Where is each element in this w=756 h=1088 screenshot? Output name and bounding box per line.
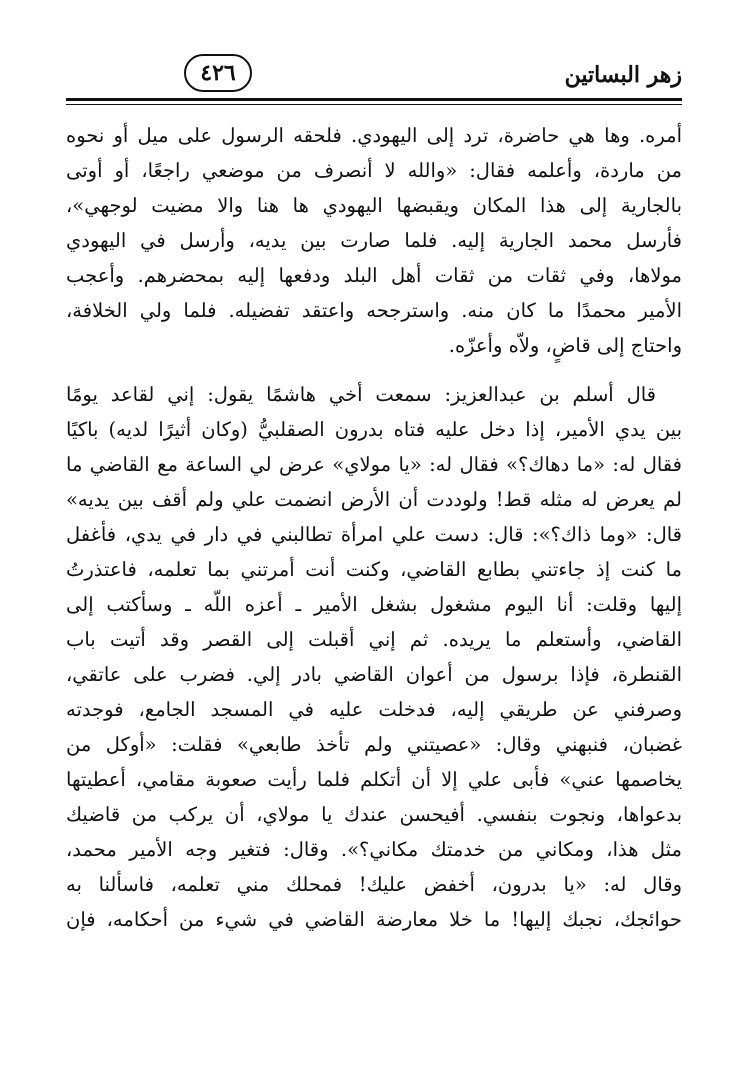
text-line: مثل هذا، ومكاني من خدمتك مكاني؟». وقال: فتغير وجه الأمير محمد،: [66, 838, 682, 861]
text-line: ما كنت إذ جاءتني بطابع القاضي، وكنت أنت أمرتني بما تعلمه، فاعتذرتُ: [66, 558, 682, 581]
page-number: ٤٢٦: [184, 54, 252, 92]
text-line: غضبان، فنبهني وقال: «عصيتني ولم تأخذ طابعي» فقلت: «أوكل من: [66, 733, 682, 756]
text-line: مولاها، وفي ثقات من ثقات أهل البلد ودفعها إليه بمحضرهم. وأعجب: [66, 264, 682, 287]
text-line: حوائجك، نجبك إليها! ما خلا معارضة القاضي في شيء من أحكامه، فإن: [66, 908, 682, 931]
text-line: قال: «وما ذاك؟»: قال: دست علي امرأة تطالبني في دار في يدي، فأغفل: [66, 523, 682, 546]
text-line: [66, 937, 682, 972]
text-line: إليها وقلت: أنا اليوم مشغول بشغل الأمير ـ أعزه اللّه ـ وسأكتب إلى: [66, 593, 682, 616]
text-line: الأمير محمدًا ما كان منه. واسترجحه واعتقد تفضيله. فلما ولي الخلافة،: [66, 299, 682, 322]
text-line: القاضي، وأستعلم ما يريده. ثم إني أقبلت إلى القصر وقد أتيت باب: [66, 628, 682, 651]
text-line: أمره. وها هي حاضرة، ترد إلى اليهودي. فلحقه الرسول على ميل أو نحوه: [66, 124, 682, 147]
text-line: واحتاج إلى قاضٍ، ولاّه وأعزّه.: [448, 334, 682, 357]
header-rule: [66, 98, 682, 101]
text-line: القنطرة، فإذا برسول من أعوان القاضي بادر إلي. فضرب على عاتقي،: [66, 663, 682, 686]
header-rule-thin: [66, 104, 682, 105]
paragraph-gap: [66, 363, 682, 377]
text-line: بالجارية إلى هذا المكان ويقبضها اليهودي ها هنا والا مضيت لوجهي»،: [66, 194, 682, 217]
text-line: لم يعرض له مثله قط! ولوددت أن الأرض انضمت علي ولم أقف بين يديه»: [66, 488, 682, 511]
page-header: [66, 52, 682, 100]
text-line: فقال له: «ما دهاك؟» فقال له: «يا مولاي» عرض لي الساعة مع القاضي ما: [66, 453, 682, 476]
text-line: من ماردة، وأعلمه فقال: «والله لا أنصرف من موضعي راجعًا، أو أوتى: [66, 159, 682, 182]
text-line: بين يدي الأمير، إذا دخل عليه فتاه بدرون الصقلبيُّ (وكان أثيرًا لديه) باكيًا: [66, 418, 682, 441]
body-text: [66, 118, 682, 1007]
text-line: [66, 972, 682, 1007]
text-line: قال أسلم بن عبدالعزيز: سمعت أخي هاشمًا يقول: إني لقاعد يومًا: [66, 383, 656, 406]
running-title: زهر البساتين: [564, 62, 682, 88]
text-line: فأرسل محمد الجارية إليه. فلما صارت بين يديه، وأرسل في اليهودي: [66, 229, 682, 252]
text-line: وقال له: «يا بدرون، أخفض عليك! فمحلك مني تعلمه، فاسألنا به: [66, 873, 682, 896]
text-line: بدعواها، ونجوت بنفسي. أفيحسن عندك يا مولاي، أن يركب من قاضيك: [66, 803, 682, 826]
text-line: يخاصمها عني» فأبى علي إلا أن أتكلم فلما رأيت صعوبة مقامي، أعطيتها: [66, 768, 682, 791]
text-line: وصرفني عن طريقي إليه، فدخلت عليه في المسجد الجامع، فوجدته: [66, 698, 682, 721]
